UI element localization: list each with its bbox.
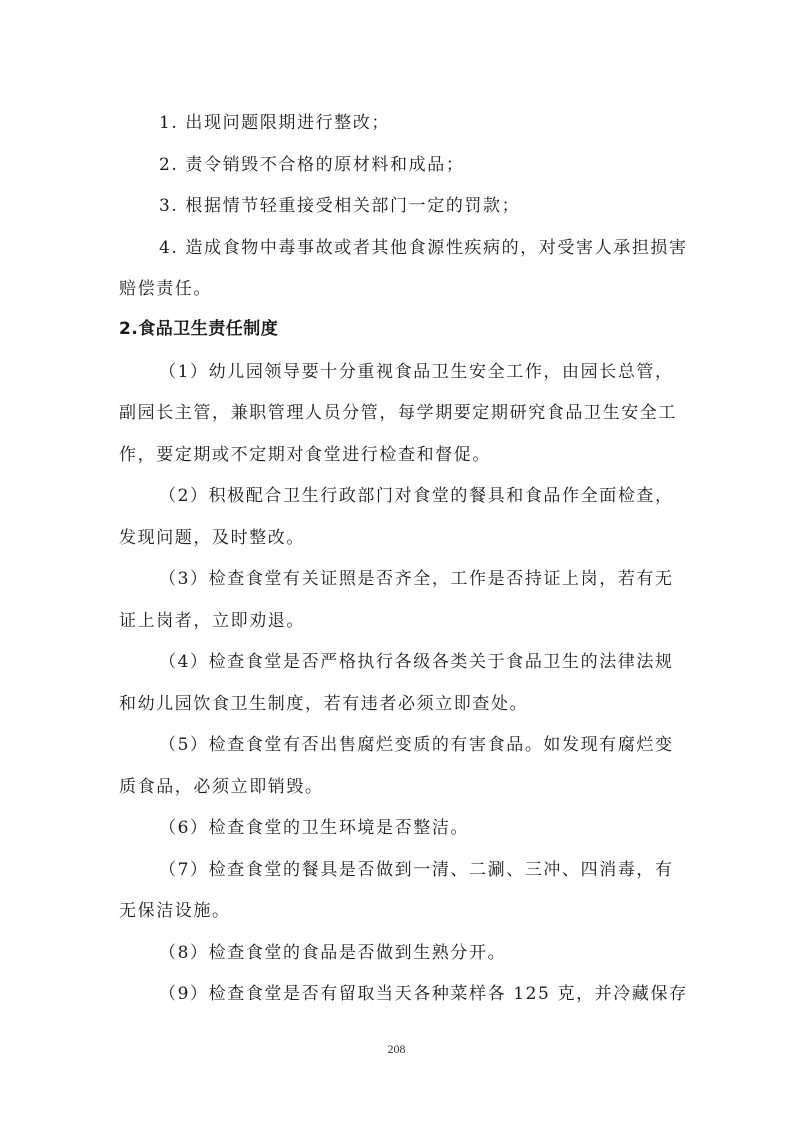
paragraph-line: （2）积极配合卫生行政部门对食堂的餐具和食品作全面检查，: [159, 486, 674, 506]
paragraph-line: （6）检查食堂的卫生环境是否整洁。: [159, 818, 470, 838]
paragraph-line: 质食品，必须立即销毁。: [119, 777, 324, 797]
paragraph-line: （1）幼儿园领导要十分重视食品卫生安全工作，由园长总管，: [159, 362, 674, 382]
list-item-continuation: 赔偿责任。: [119, 279, 212, 299]
paragraph-line: 发现问题，及时整改。: [119, 528, 305, 548]
paragraph-line: 无保洁设施。: [119, 901, 231, 921]
list-item: 3. 根据情节轻重接受相关部门一定的罚款；: [159, 196, 521, 216]
paragraph-line: 证上岗者，立即劝退。: [119, 611, 305, 631]
paragraph-line: （4）检查食堂是否严格执行各级各类关于食品卫生的法律法规: [159, 652, 674, 672]
paragraph-line: （8）检查食堂的食品是否做到生熟分开。: [159, 943, 507, 963]
page-number: 208: [387, 1042, 406, 1056]
section-heading: 2.食品卫生责任制度: [119, 319, 279, 339]
paragraph-line: 作，要定期或不定期对食堂进行检查和督促。: [119, 445, 491, 465]
paragraph-line: 副园长主管，兼职管理人员分管，每学期要定期研究食品卫生安全工: [119, 403, 677, 423]
list-item: 2. 责令销毁不合格的原材料和成品；: [159, 155, 465, 175]
paragraph-line: （9）检查食堂是否有留取当天各种菜样各 125 克，并冷藏保存: [159, 984, 688, 1004]
list-item: 1. 出现问题限期进行整改；: [159, 113, 391, 133]
paragraph-line: 和幼儿园饮食卫生制度，若有违者必须立即查处。: [119, 694, 529, 714]
list-item: 4. 造成食物中毒事故或者其他食源性疾病的，对受害人承担损害: [159, 238, 688, 258]
paragraph-line: （5）检查食堂有否出售腐烂变质的有害食品。如发现有腐烂变: [159, 735, 674, 755]
paragraph-line: （3）检查食堂有关证照是否齐全，工作是否持证上岗，若有无: [159, 569, 674, 589]
paragraph-line: （7）检查食堂的餐具是否做到一清、二涮、三冲、四消毒，有: [159, 860, 674, 880]
